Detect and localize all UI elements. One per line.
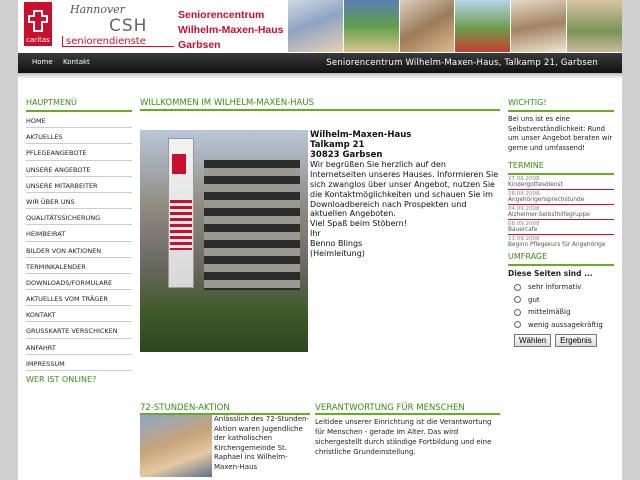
menu-item-qualitaetssicherung[interactable]: QUALITÄTSSICHERUNG bbox=[26, 209, 132, 225]
termin-item[interactable] bbox=[508, 190, 614, 205]
header-photo bbox=[344, 0, 399, 52]
nav-shadow bbox=[18, 73, 622, 79]
results-button[interactable]: Ergebnis bbox=[555, 334, 597, 347]
nav-kontakt[interactable]: Kontakt bbox=[63, 58, 90, 66]
caritas-logo[interactable] bbox=[24, 2, 52, 46]
poll-option-label: sehr informativ bbox=[528, 283, 582, 292]
menu-item-impressum[interactable]: IMPRESSUM bbox=[26, 355, 132, 371]
right-column bbox=[508, 98, 614, 347]
aktion-photo[interactable] bbox=[140, 415, 212, 477]
top-nav bbox=[18, 53, 622, 73]
menu-item-aktuelles[interactable]: AKTUELLES bbox=[26, 128, 132, 144]
menu-item-kontakt[interactable]: KONTAKT bbox=[26, 306, 132, 322]
menu-item-anfahrt[interactable]: ANFAHRT bbox=[26, 339, 132, 355]
address-name: Wilhelm-Maxen-Haus bbox=[310, 130, 412, 140]
cross-icon-inner bbox=[35, 12, 41, 30]
important-text: Bei uns ist es eine Selbstverständlichkeit: Rund um unser Angebot beraten wir gerne und umfassend! bbox=[508, 115, 613, 152]
menu-item-downloads[interactable]: DOWNLOADS/FORMULARE bbox=[26, 274, 132, 290]
header-photo bbox=[567, 0, 622, 52]
welcome-text-block bbox=[310, 131, 500, 258]
header-photo bbox=[455, 0, 510, 52]
radio-button[interactable] bbox=[514, 321, 521, 328]
radio-button[interactable] bbox=[514, 296, 521, 303]
vote-button[interactable]: Wählen bbox=[514, 334, 551, 347]
header-photo-strip bbox=[288, 0, 622, 52]
building-stripe bbox=[170, 200, 192, 250]
address-city: 30823 Garbsen bbox=[310, 149, 383, 160]
important-heading: WICHTIG! bbox=[508, 98, 614, 112]
menu-item-pflegeangebote[interactable]: PFLEGEANGEBOTE bbox=[26, 144, 132, 160]
poll-option[interactable] bbox=[508, 281, 614, 294]
closing-line: Viel Spaß beim Stöbern! bbox=[310, 219, 407, 229]
menu-item-terminkalender[interactable]: TERMINKALENDER bbox=[26, 258, 132, 274]
menu-item-heimbeirat[interactable]: HEIMBEIRAT bbox=[26, 225, 132, 241]
closing-line: (Heimleitung) bbox=[310, 248, 365, 258]
brand-city: Hannover bbox=[70, 3, 125, 16]
section-verantwortung-rule bbox=[315, 413, 500, 415]
welcome-text: Wir begrüßen Sie herzlich auf den Internetseiten unseres Hauses. Informieren Sie sich zwanglos über unser Angebot, nutzen Sie die Kontaktmöglichkeiten und schauen Sie im Downloadbereich nach Prospekten und aktuellen Angeboten. bbox=[310, 160, 499, 219]
termin-title: Beginn Pflegekurs für Angehörige bbox=[508, 242, 606, 248]
title-rule bbox=[140, 109, 500, 111]
header-photo bbox=[511, 0, 566, 52]
section-verantwortung-text: Leitidee unserer Einrichtung ist die Verantwortung für Menschen - gerade im Alter. Das wird sichergestellt durch ständige Fortbildung und eine christliche Grundeinstellung. bbox=[315, 418, 492, 456]
termin-date: 27.08.2008 bbox=[508, 176, 540, 182]
site-title-line: Garbsen bbox=[178, 39, 221, 51]
brand-abbrev: CSH bbox=[109, 16, 148, 36]
poll-option[interactable] bbox=[508, 306, 614, 319]
poll-option-label: mittelmäßig bbox=[528, 308, 571, 317]
site-title-line: Wilhelm-Maxen-Haus bbox=[178, 24, 284, 36]
poll-question: Diese Seiten sind ... bbox=[508, 269, 593, 278]
poll-option[interactable] bbox=[508, 319, 614, 332]
poll-option[interactable] bbox=[508, 294, 614, 307]
menu-item-unsere-mitarbeiter[interactable]: UNSERE MITARBEITER bbox=[26, 177, 132, 193]
address-street: Talkamp 21 bbox=[310, 139, 365, 150]
building-photo bbox=[140, 130, 308, 352]
poll-options bbox=[508, 281, 614, 331]
header-photo bbox=[288, 0, 343, 52]
poll-heading: UMFRAGE bbox=[508, 252, 614, 266]
termin-title: Angehörigensprechstunde bbox=[508, 197, 585, 203]
menu-item-home[interactable]: HOME bbox=[26, 112, 132, 128]
termine-list bbox=[508, 175, 614, 249]
logo-text: caritas bbox=[26, 36, 50, 44]
termin-title: Bauercafe bbox=[508, 227, 538, 233]
poll-buttons bbox=[508, 334, 614, 347]
termin-date: 04.09.2008 bbox=[508, 206, 540, 212]
termin-item[interactable] bbox=[508, 205, 614, 220]
site-title-line: Seniorencentrum bbox=[178, 9, 265, 21]
site-header bbox=[18, 0, 622, 53]
menu-item-aktuelles-traeger[interactable]: AKTUELLES VOM TRÄGER bbox=[26, 290, 132, 306]
caritas-banner bbox=[172, 154, 186, 174]
who-is-online-heading: WER IST ONLINE? bbox=[26, 375, 97, 384]
poll-option-label: gut bbox=[528, 295, 540, 304]
main-menu-heading: HAUPTMENÜ bbox=[26, 98, 132, 112]
termin-item[interactable] bbox=[508, 220, 614, 235]
section-verantwortung-title[interactable]: VERANTWORTUNG FÜR MENSCHEN bbox=[315, 403, 465, 413]
poll-option-label: wenig aussagekräftig bbox=[528, 320, 603, 329]
menu-item-unsere-angebote[interactable]: UNSERE ANGEBOTE bbox=[26, 161, 132, 177]
section-72h-text: Anlässlich des 72-Stunden-Aktion waren Jugendliche der katholischen Kirchengemeinde St. Raphael ins Wilhelm-Maxen-Haus bbox=[214, 415, 309, 471]
menu-item-grusskarte[interactable]: GRUSSKARTE VERSCHICKEN bbox=[26, 322, 132, 338]
nav-home[interactable]: Home bbox=[32, 58, 53, 66]
section-72h-title[interactable]: 72-STUNDEN-AKTION bbox=[140, 403, 230, 413]
termine-heading: TERMINE bbox=[508, 161, 614, 175]
header-photo bbox=[400, 0, 455, 52]
cross-icon-inner-bar bbox=[30, 17, 46, 21]
termin-date: 11.09.2008 bbox=[508, 236, 540, 242]
radio-button[interactable] bbox=[514, 309, 521, 316]
closing-line: Ihr bbox=[310, 228, 321, 238]
termin-title: Alzheimer-Selbsthilfegruppe bbox=[508, 212, 590, 218]
menu-item-bilder[interactable]: BILDER VON AKTIONEN bbox=[26, 242, 132, 258]
termin-item[interactable] bbox=[508, 175, 614, 190]
radio-button[interactable] bbox=[514, 284, 521, 291]
building-windows bbox=[204, 160, 300, 290]
main-menu bbox=[26, 98, 132, 384]
termin-title: Kindergottesdienst bbox=[508, 182, 563, 188]
page-title: WILLKOMMEN IM WILHELM-MAXEN-HAUS bbox=[140, 98, 314, 108]
closing-line: Benno Blings bbox=[310, 238, 363, 248]
termin-date: 08.09.2008 bbox=[508, 221, 540, 227]
site-title bbox=[178, 8, 284, 53]
termin-item[interactable] bbox=[508, 235, 614, 249]
brand-sub: seniorendienste bbox=[66, 36, 146, 47]
menu-item-wir-ueber-uns[interactable]: WIR ÜBER UNS bbox=[26, 193, 132, 209]
page bbox=[18, 0, 622, 480]
termin-date: 28.08.2008 bbox=[508, 191, 540, 197]
nav-address: Seniorencentrum Wilhelm-Maxen-Haus, Talkamp 21, Garbsen bbox=[326, 58, 598, 68]
